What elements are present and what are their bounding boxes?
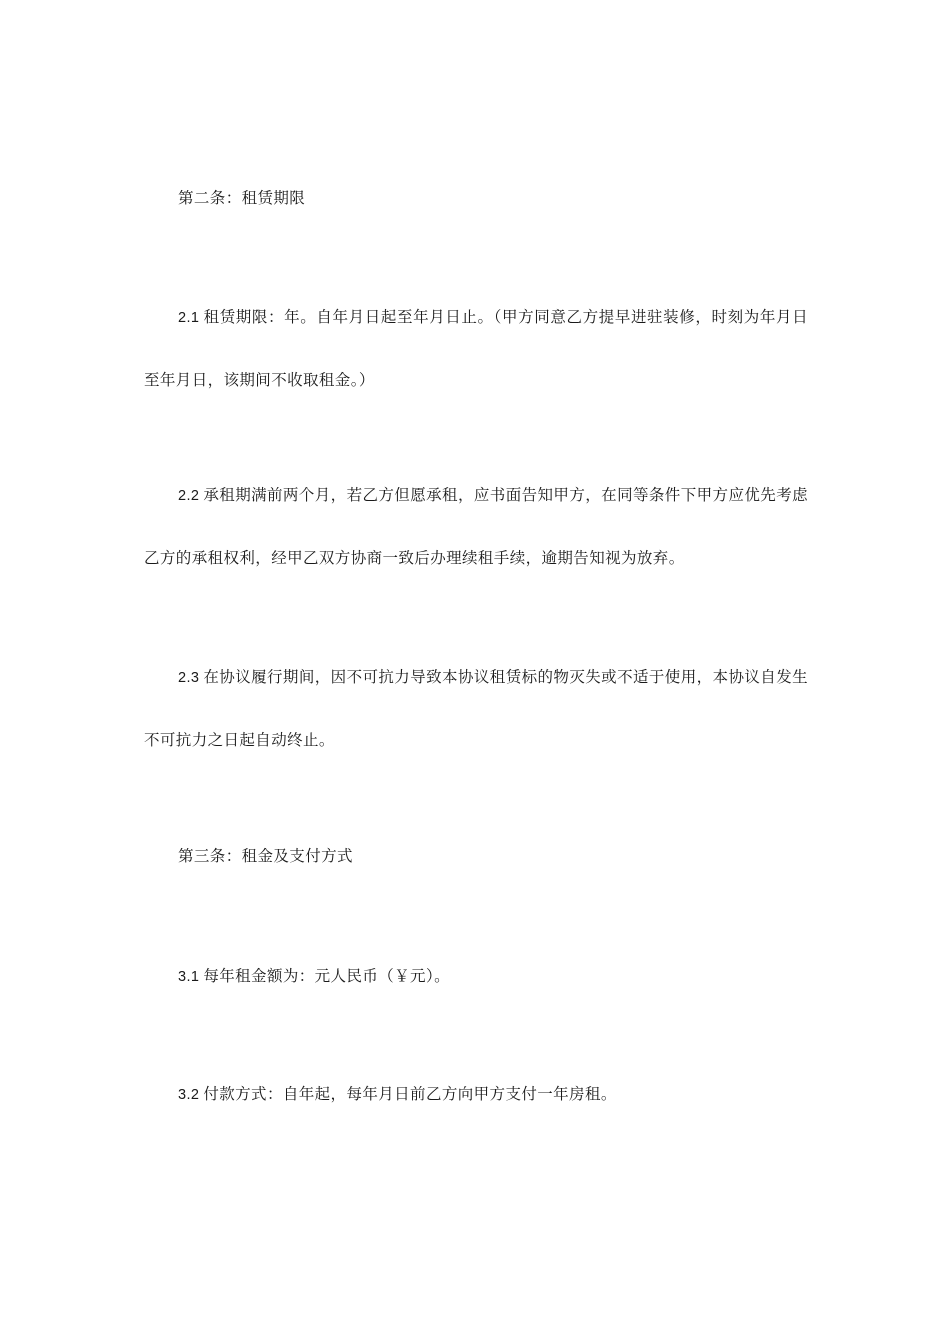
article-2-heading: [144, 167, 808, 229]
clause-2-3: [144, 646, 808, 771]
clause-3-2: [144, 1063, 808, 1126]
clause-text: 在协议履行期间，因不可抗力导致本协议租赁标的物灭失或不适于使用，本协议自发生不可抗力之日起自动终止。: [144, 668, 808, 749]
clause-text: 付款方式：自年起，每年月日前乙方向甲方支付一年房租。: [203, 1085, 617, 1103]
article-3-heading: [144, 825, 808, 887]
clause-text: 每年租金额为：元人民币（￥元）。: [203, 967, 451, 985]
clause-text: 租赁期限：年。自年月日起至年月日止。（甲方同意乙方提早进驻装修，时刻为年月日至年月日，该期间不收取租金。）: [144, 308, 808, 389]
clause-number: 2.1: [178, 310, 200, 326]
clause-number: 2.2: [178, 488, 200, 504]
heading-text: 第二条：租赁期限: [178, 189, 306, 207]
clause-text: 承租期满前两个月，若乙方但愿承租，应书面告知甲方，在同等条件下甲方应优先考虑乙方的承租权利，经甲乙双方协商一致后办理续租手续，逾期告知视为放弃。: [144, 486, 808, 567]
clause-2-1: [144, 286, 808, 411]
clause-number: 3.1: [178, 969, 200, 985]
clause-number: 3.2: [178, 1087, 200, 1103]
heading-text: 第三条：租金及支付方式: [178, 847, 353, 865]
clause-number: 2.3: [178, 670, 200, 686]
clause-3-1: [144, 945, 808, 1008]
clause-2-2: [144, 464, 808, 589]
